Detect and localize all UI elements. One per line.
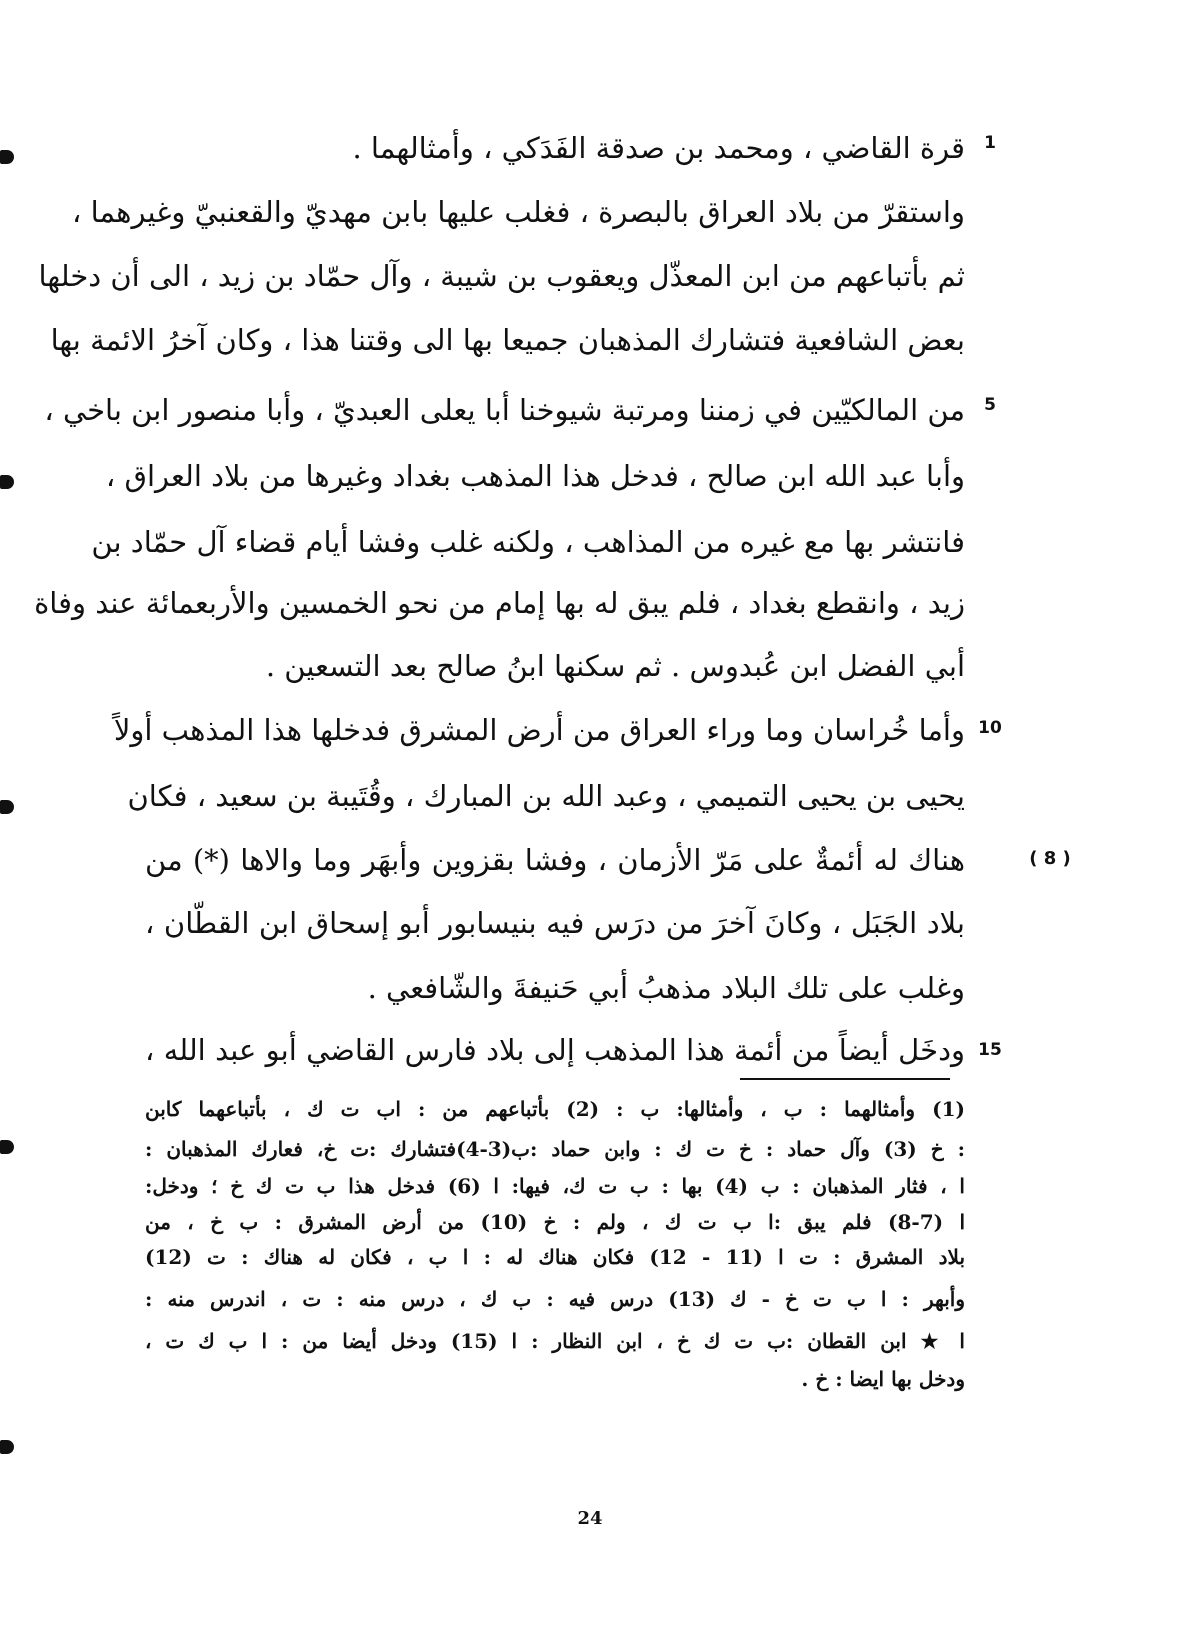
- text-line: ودخَل أيضاً من أئمة هذا المذهب إلى بلاد فارس القاضي أبو عبد الله ،: [145, 1033, 965, 1067]
- text-line: وأما خُراسان وما وراء العراق من أرض المشرق فدخلها هذا المذهب أولاً: [113, 713, 965, 747]
- margin-mark: [0, 1440, 14, 1454]
- footnote-line: ا ★ ابن القطان :ب ت ك خ ، ابن النظار : ا (15) ودخل أيضا من : ا ب ك ت ،: [145, 1329, 965, 1353]
- text-line: بعض الشافعية فتشارك المذهبان جميعا بها الى وقتنا هذا ، وكان آخرُ الائمة بها: [50, 323, 965, 357]
- page-number: 24: [577, 1508, 603, 1529]
- footnote-rule: [740, 1078, 950, 1080]
- line-number: 10: [978, 718, 1002, 738]
- margin-mark: [0, 1140, 14, 1154]
- marginal-note: ( 8 ): [1029, 848, 1071, 869]
- text-line: واستقرّ من بلاد العراق بالبصرة ، فغلب عليها بابن مهديّ والقعنبيّ وغيرهما ،: [71, 195, 965, 229]
- margin-mark: [0, 150, 14, 164]
- footnote-line: وأبهر : ا ب ت خ - ك (13) درس فيه : ب ك ، درس منه : ت ، اندرس منه :: [145, 1287, 965, 1311]
- line-number: 1: [984, 133, 996, 153]
- footnote-line: ا (7-8) فلم يبق :ا ب ت ك ، ولم : خ (10) من أرض المشرق : ب خ ، من: [145, 1210, 966, 1234]
- line-number: 5: [984, 395, 996, 415]
- footnote-line: : خ (3) وآل حماد : خ ت ك : وابن حماد :ب(3-4)فتشارك :ت خ، فعارك المذهبان :: [145, 1137, 965, 1161]
- text-line: وأبا عبد الله ابن صالح ، فدخل هذا المذهب بغداد وغيرها من بلاد العراق ،: [105, 459, 965, 493]
- margin-mark: [0, 800, 14, 814]
- text-line: وغلب على تلك البلاد مذهبُ أبي حَنيفةَ والشّافعي .: [367, 971, 965, 1005]
- text-line: هناك له أئمةٌ على مَرّ الأزمان ، وفشا بقزوين وأبهَر وما والاها (*) من: [145, 843, 965, 877]
- text-line: من المالكيّين في زمننا ومرتبة شيوخنا أبا يعلى العبديّ ، وأبا منصور ابن باخي ،: [44, 393, 965, 427]
- text-line: زيد ، وانقطع بغداد ، فلم يبق له بها إمام من نحو الخمسين والأربعمائة عند وفاة: [34, 586, 965, 620]
- text-line: يحيى بن يحيى التميمي ، وعبد الله بن المبارك ، وقُتَيبة بن سعيد ، فكان: [127, 779, 965, 813]
- text-line: بلاد الجَبَل ، وكانَ آخرَ من درَس فيه بنيسابور أبو إسحاق ابن القطّان ،: [145, 906, 965, 940]
- text-line: قرة القاضي ، ومحمد بن صدقة الفَدَكي ، وأمثالهما .: [352, 131, 965, 165]
- footnote-line: ودخل بها ايضا : خ .: [801, 1367, 965, 1391]
- text-line: ثم بأتباعهم من ابن المعذّل ويعقوب بن شيبة ، وآل حمّاد بن زيد ، الى أن دخلها: [38, 259, 965, 293]
- footnote-line: (1) وأمثالهما : ب ، وأمثالها: ب : (2) بأتباعهم من : اب ت ك ، بأتباعهما كابن: [145, 1097, 965, 1121]
- text-line: فانتشر بها مع غيره من المذاهب ، ولكنه غلب وفشا أيام قضاء آل حمّاد بن: [91, 525, 965, 559]
- footnote-line: بلاد المشرق : ت ا (11 - 12) فكان هناك له : ا ب ، فكان له هناك : ت (12): [145, 1245, 966, 1269]
- footnote-line: ا ، فثار المذهبان : ب (4) بها : ب ت ك، فيها: ا (6) فدخل هذا ب ت ك خ ؛ ودخل:: [145, 1174, 965, 1198]
- text-line: أبي الفضل ابن عُبدوس . ثم سكنها ابنُ صالح بعد التسعين .: [265, 649, 965, 683]
- line-number: 15: [978, 1040, 1002, 1060]
- margin-mark: [0, 475, 14, 489]
